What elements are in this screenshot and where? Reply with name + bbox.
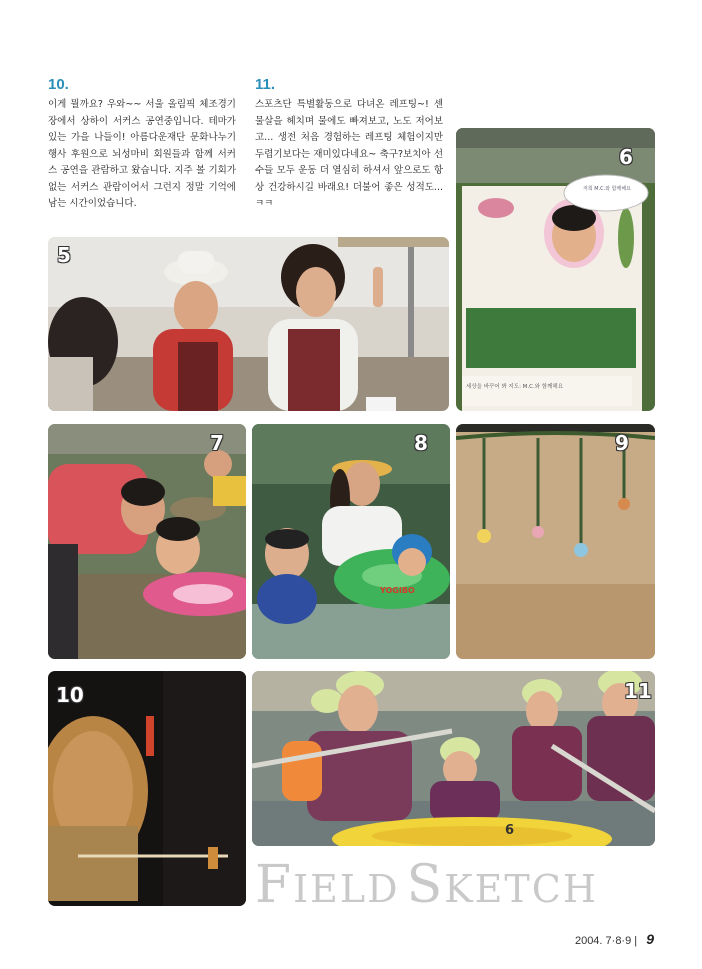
title-second-rest: KETCH	[444, 867, 598, 911]
field-sketch-title	[255, 855, 598, 915]
photo-6-board-text: 세상을 바꾸어 봐 지도: M.C.와 함께해요	[466, 384, 564, 390]
title-first-rest: IELD	[293, 867, 400, 911]
photo-6-image	[456, 128, 655, 411]
photo-6-sign-text: 저희 M.C.와 함께해요	[583, 186, 631, 192]
photo-5-image	[48, 237, 449, 411]
photo-11-image	[252, 671, 655, 846]
photo-8-image	[252, 424, 450, 659]
photo-9	[456, 424, 655, 659]
footer-separator: |	[634, 935, 638, 947]
photo-10-badge: 10	[56, 683, 84, 707]
photo-7-image	[48, 424, 246, 659]
photo-10	[48, 671, 246, 906]
section-10-caption: 이게 뭘까요? 우와~~ 서울 올림픽 체조경기장에서 상하이 서커스 공연중입니다. 테마가 있는 가을 나들이! 아름다운재단 문화나누기 행사 후원으로 뇌성마비 회원들과 함께 서커스 공연을 관람하고 왔습니다. 지주 볼 기회가 없는 서커스 관람이어서 그런지 정말 기억에 남는 시간이었습니다.	[48, 99, 236, 209]
photo-8	[252, 424, 450, 659]
page-number: 9	[646, 931, 654, 947]
photo-6-badge: 6	[619, 145, 633, 169]
photo-11-raft-text: 6	[505, 823, 515, 838]
photo-5	[48, 237, 449, 411]
footer-date: 2004. 7·8·9	[574, 935, 632, 947]
photo-6	[456, 128, 655, 411]
photo-8-badge: 8	[414, 431, 428, 455]
photo-7	[48, 424, 246, 659]
section-11-caption: 스포츠단 특별활동으로 다녀온 레프팅~! 센 물살을 헤치며 물에도 빠져보고, 노도 저어보고... 생전 처음 경험하는 레프팅 체험이지만 두렵기보다는 재미있다네요~ 축구?보치아 선수들 모두 운동 더 열심히 하셔서 앞으로도 항상 건강하시길 바래요! 더불어 좋은 성적도...ㅋㅋ	[255, 99, 443, 209]
photo-11	[252, 671, 655, 846]
section-11-number: 11.	[255, 76, 276, 93]
photo-9-badge: 9	[615, 431, 629, 455]
photo-9-image	[456, 424, 655, 659]
title-first-cap: F	[255, 855, 294, 915]
photo-8-tube-text: YOGIBO	[380, 586, 415, 595]
page-footer	[575, 931, 654, 947]
photo-5-badge: 5	[57, 243, 71, 267]
photo-7-badge: 7	[210, 431, 224, 455]
section-10-number: 10.	[48, 76, 69, 93]
title-second-cap: S	[406, 855, 445, 915]
photo-11-badge: 11	[624, 679, 652, 703]
